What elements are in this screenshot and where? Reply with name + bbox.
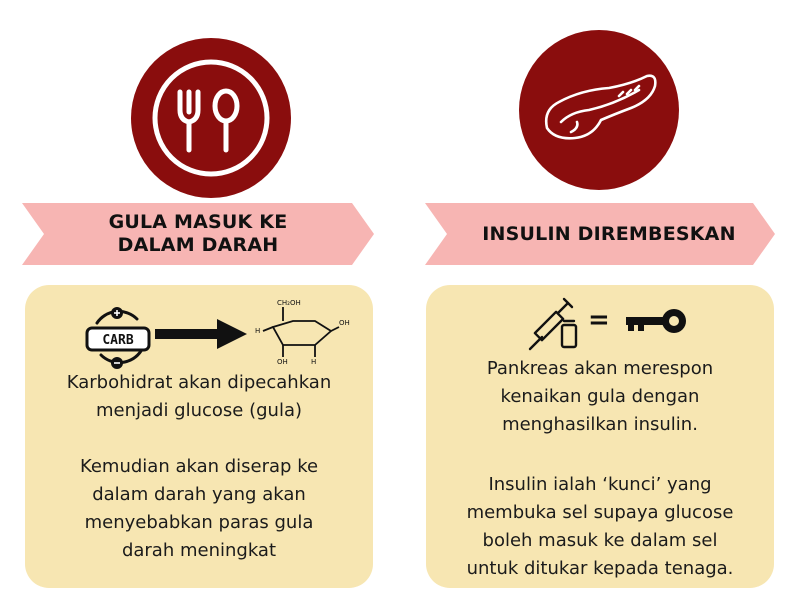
pancreas-icon bbox=[519, 30, 679, 190]
right-icon-circle bbox=[519, 30, 679, 190]
carb-icon bbox=[79, 301, 159, 373]
equals-sign: = bbox=[588, 305, 610, 335]
left-paragraph-2: Kemudian akan diserap ke dalam darah yang akan menyebabkan paras gula darah meningkat bbox=[79, 456, 319, 561]
left-paragraph-1: Karbohidrat akan dipecahkan menjadi glucose (gula) bbox=[66, 372, 332, 421]
glucose-molecule-icon bbox=[253, 297, 353, 367]
key-icon bbox=[626, 307, 690, 337]
arrow-right-icon bbox=[155, 319, 247, 349]
right-paragraph-2: Insulin ialah ‘kunci’ yang membuka sel supaya glucose boleh masuk ke dalam sel untuk ditukar kepada tenaga. bbox=[466, 474, 734, 579]
right-banner bbox=[425, 203, 775, 265]
left-card bbox=[25, 285, 373, 588]
svg-text:H: H bbox=[311, 358, 317, 366]
svg-text:CH₂OH: CH₂OH bbox=[277, 299, 301, 307]
svg-text:OH: OH bbox=[277, 358, 288, 366]
left-icon-circle bbox=[131, 38, 291, 198]
carb-label: CARB bbox=[102, 333, 134, 348]
left-title: GULA MASUK KE DALAM DARAH bbox=[108, 211, 288, 256]
right-title: INSULIN DIREMBESKAN bbox=[482, 222, 736, 245]
syringe-icon bbox=[526, 295, 584, 353]
right-paragraph-1: Pankreas akan merespon kenaikan gula dengan menghasilkan insulin. bbox=[486, 358, 714, 435]
fork-spoon-icon bbox=[131, 38, 291, 198]
right-card bbox=[426, 285, 774, 588]
svg-text:H: H bbox=[255, 327, 261, 335]
svg-text:OH: OH bbox=[339, 319, 350, 327]
left-banner bbox=[22, 203, 374, 265]
